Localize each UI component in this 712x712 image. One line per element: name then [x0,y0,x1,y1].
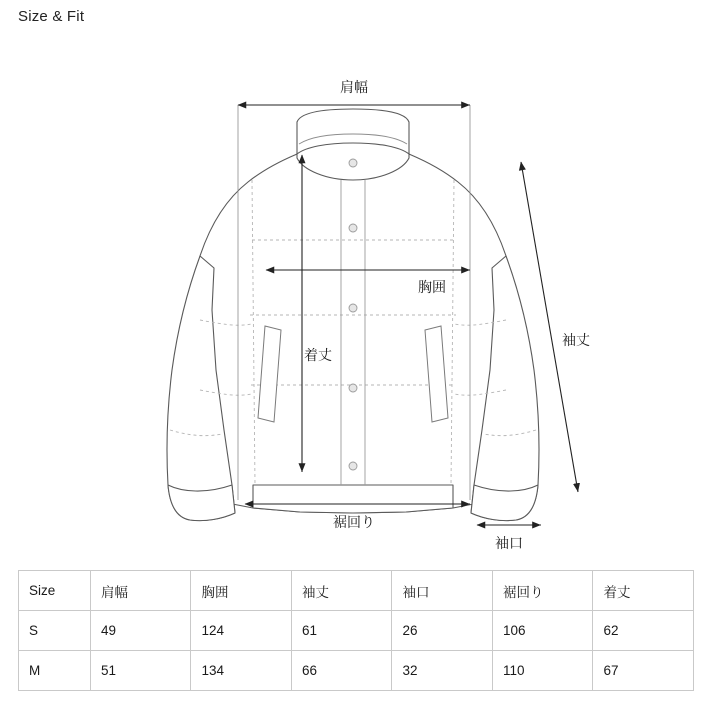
table-cell: 49 [90,611,191,651]
table-cell: 32 [392,651,493,691]
table-cell: S [19,611,91,651]
table-header-cell: Size [19,571,91,611]
table-row [19,651,694,691]
table-header-cell: 着丈 [593,571,694,611]
table-cell: 26 [392,611,493,651]
table-header-cell: 袖口 [392,571,493,611]
size-diagram [0,30,712,560]
table-cell: 51 [90,651,191,691]
label-shoulder: 肩幅 [340,79,368,95]
measure-cuff [477,525,541,551]
table-header-cell: 肩幅 [90,571,191,611]
jacket-measurement-diagram [0,30,712,560]
table-header-cell: 胸囲 [191,571,292,611]
table-header-row [19,571,694,611]
size-table [18,570,694,691]
table-cell: 66 [291,651,392,691]
label-cuff: 袖口 [495,535,523,551]
table-cell: 67 [593,651,694,691]
table-cell: 134 [191,651,292,691]
table-cell: 61 [291,611,392,651]
table-cell: 110 [492,651,593,691]
table-cell: M [19,651,91,691]
table-header-cell: 裾回り [492,571,593,611]
label-sleeve-length: 袖丈 [562,332,590,348]
label-body-length: 着丈 [304,347,332,363]
table-row [19,611,694,651]
label-chest: 胸囲 [418,279,446,295]
table-cell: 62 [593,611,694,651]
table-header-cell: 袖丈 [291,571,392,611]
page-title: Size & Fit [18,8,85,25]
table-cell: 106 [492,611,593,651]
table-cell: 124 [191,611,292,651]
label-hem: 裾回り [333,514,375,530]
